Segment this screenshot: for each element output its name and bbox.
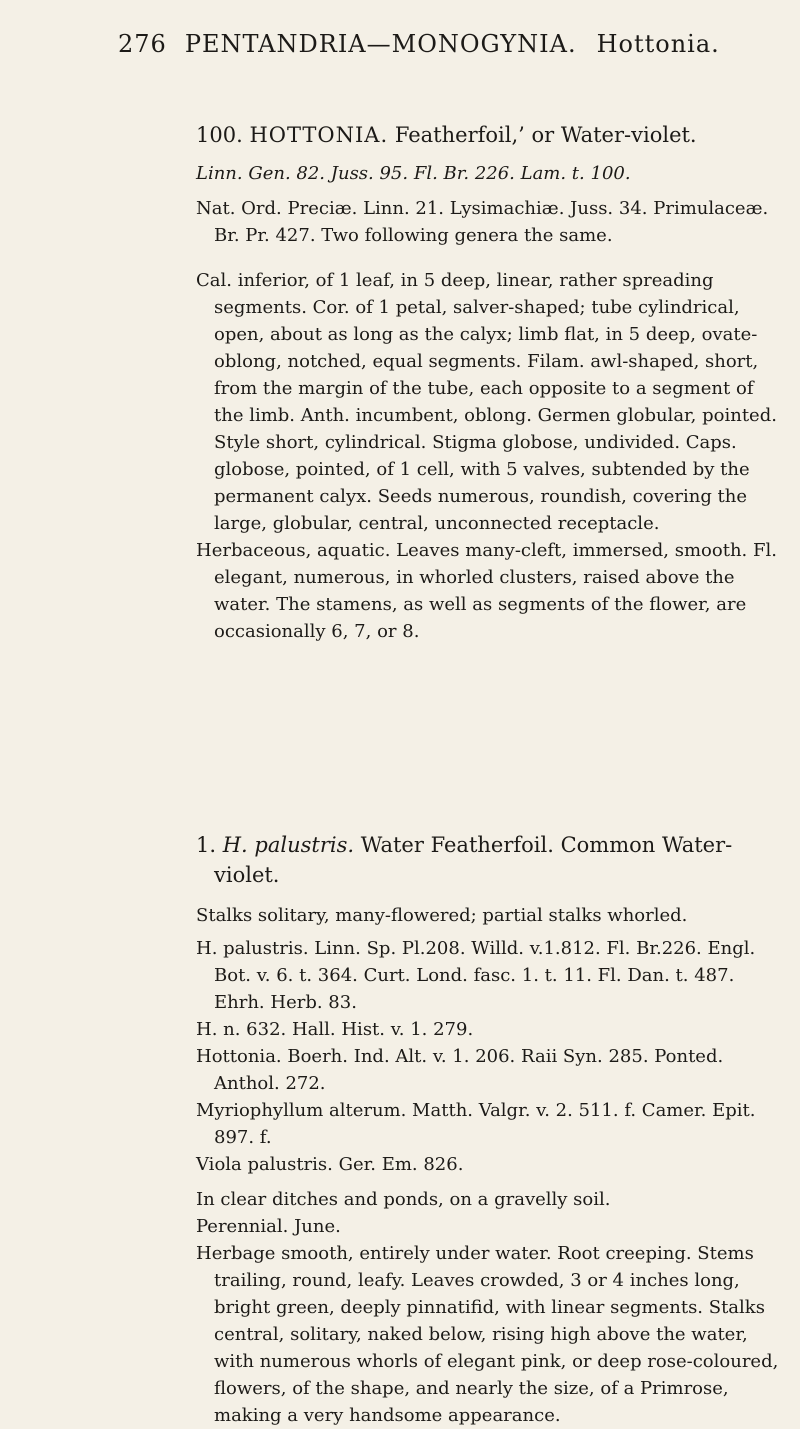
genus-entry — [196, 120, 781, 645]
species-duration: Perennial. June. — [196, 1216, 341, 1237]
genus-running-title: Hottonia. — [596, 30, 720, 58]
species-heading — [196, 830, 781, 890]
synonym-item: Myriophyllum alterum. Matth. Valgr. v. 2. 511. f. Camer. Epit. 897. f. — [196, 1100, 756, 1148]
species-detail: Herbage smooth, entirely under water. Root creeping. Stems trailing, round, leafy. Leaves crowded, 3 or 4 inches long, bright green, deeply pinnatifid, with linear segments. Stalks central, solitary, naked below, rising high above the water, with numerous whorls of elegant pink, or deep rose-coloured, flowers, of the shape, and nearly the size, of a Primrose, making a very handsome appearance. — [196, 1243, 779, 1426]
species-entry — [196, 830, 781, 1429]
natural-order-label: Nat. Ord. — [196, 198, 282, 219]
synonym-list — [196, 935, 781, 1178]
species-common-name: Water Featherfoil. Common Water-violet. — [214, 833, 733, 887]
genus-common-name: Featherfoil,’ or Water-violet. — [394, 123, 697, 147]
genus-name: HOTTONIA. — [249, 123, 389, 147]
species-habitat: In clear ditches and ponds, on a gravelly soil. — [196, 1189, 611, 1210]
page-number: 276 — [118, 30, 167, 58]
synonym-item: H. n. 632. Hall. Hist. v. 1. 279. — [196, 1019, 474, 1040]
running-head — [118, 30, 758, 58]
natural-order — [196, 195, 781, 249]
synonym-item: H. palustris. Linn. Sp. Pl.208. Willd. v.1.812. Fl. Br.226. Engl. Bot. v. 6. t. 364. Curt. Lond. fasc. 1. t. 11. Fl. Dan. t. 487. Ehrh. Herb. 83. — [196, 938, 756, 1013]
genus-number: 100. — [196, 123, 243, 147]
species-name: H. palustris. — [222, 833, 355, 857]
section-title: PENTANDRIA—MONOGYNIA. — [184, 30, 577, 58]
genus-heading — [196, 120, 781, 150]
genus-habit: Herbaceous, aquatic. Leaves many-cleft, immersed, smooth. Fl. elegant, numerous, in whorled clusters, raised above the water. The stamens, as well as segments of the flower, are occasionally 6, 7, or 8. — [196, 540, 777, 642]
genus-description: Cal. inferior, of 1 leaf, in 5 deep, linear, rather spreading segments. Cor. of 1 petal, salver-shaped; tube cylindrical, open, about as long as the calyx; limb flat, in 5 deep, ovate-oblong, notched, equal segments. Filam. awl-shaped, short, from the margin of the tube, each opposite to a segment of the limb. Anth. incumbent, oblong. Germen globular, pointed. Style short, cylindrical. Stigma globose, undivided. Caps. globose, pointed, of 1 cell, with 5 valves, subtended by the permanent calyx. Seeds numerous, roundish, covering the large, globular, central, unconnected receptacle. — [196, 270, 777, 534]
synonym-item: Viola palustris. Ger. Em. 826. — [196, 1154, 464, 1175]
synonym-item: Hottonia. Boerh. Ind. Alt. v. 1. 206. Raii Syn. 285. Ponted. Anthol. 272. — [196, 1046, 724, 1094]
genus-references: Linn. Gen. 82. Juss. 95. Fl. Br. 226. Lam. t. 100. — [196, 163, 631, 184]
species-number: 1. — [196, 833, 217, 857]
natural-order-text: Preciæ. Linn. 21. Lysimachiæ. Juss. 34. Primulaceæ. Br. Pr. 427. Two following genera the same. — [214, 198, 769, 246]
species-diagnosis: Stalks solitary, many-flowered; partial stalks whorled. — [196, 905, 688, 926]
